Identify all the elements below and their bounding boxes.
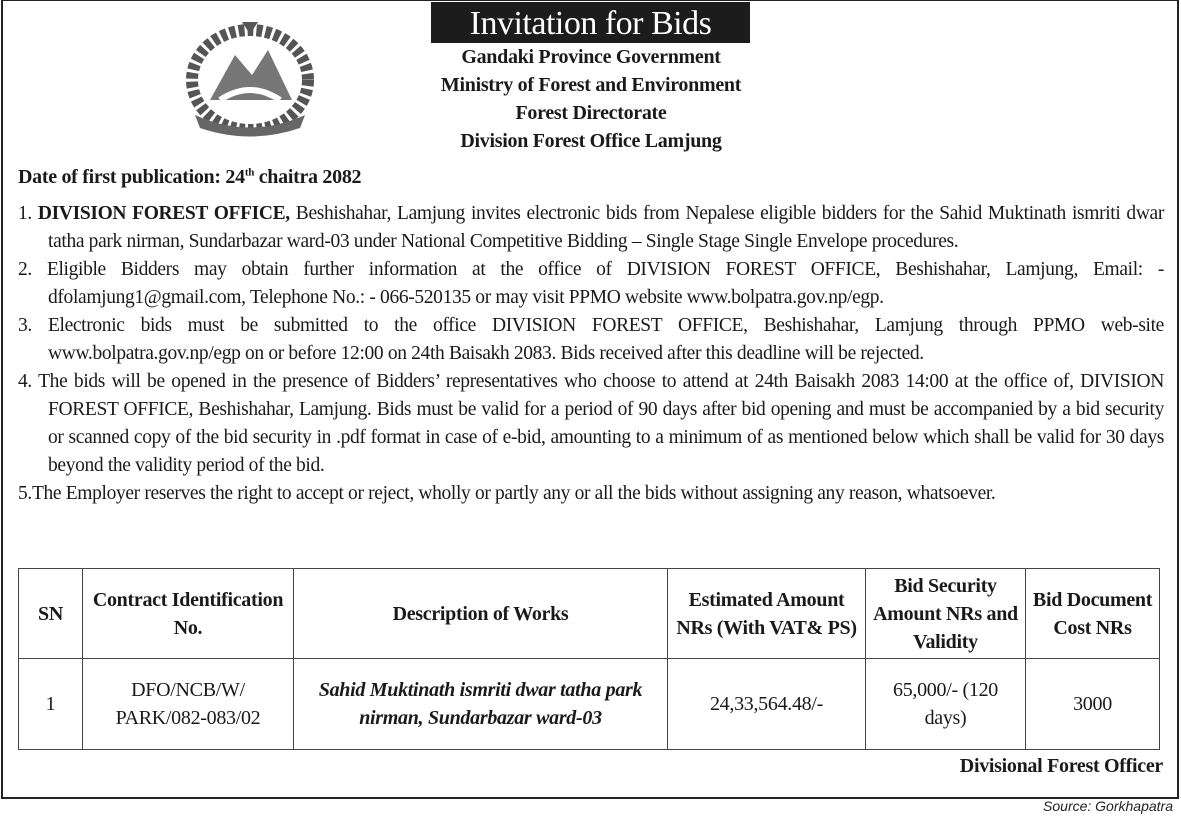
pubdate-rest: chaitra 2082 (254, 166, 362, 188)
col-estimated: Estimated Amount NRs (With VAT& PS) (668, 569, 866, 659)
notice-item (18, 480, 1164, 508)
item-number: 3. (18, 315, 48, 336)
notice-items (18, 200, 1164, 508)
table-header-row (19, 569, 1160, 659)
item-number: 4. (18, 371, 39, 392)
col-doc-cost: Bid Document Cost NRs (1026, 569, 1160, 659)
signer: Divisional Forest Officer (959, 755, 1163, 777)
col-description: Description of Works (294, 569, 668, 659)
org-ministry: Ministry of Forest and Environment (440, 74, 742, 96)
cell-description: Sahid Muktinath ismriti dwar tatha park nirman, Sundarbazar ward-03 (294, 659, 668, 750)
item-text: The bids will be opened in the presence of Bidders’ representatives who choose to attend at 24th Baisakh 2083 14:00 at the office of, DIVISION FOREST OFFICE, Beshishahar, Lamjung. Bids must be valid for a period of 90 days after bid opening and must be accompanied by a bid security or scanned copy of the bid security in .pdf format in case of e-bid, amounting to a minimum of as mentioned below which shall be valid for 30 days beyond the validity period of the bid. (38, 371, 1164, 476)
item-text: Electronic bids must be submitted to the office DIVISION FOREST OFFICE, Beshishahar, Lamjung through PPMO web-site www.bolpatra.gov.np/egp on or before 12:00 on 24th Baisakh 2083. Bids received after this deadline will be rejected. (47, 315, 1164, 364)
item-text: The Employer reserves the right to accept or reject, wholly or partly any or all the bids without assigning any reason, whatsoever. (31, 483, 996, 504)
cell-security: 65,000/- (120 days) (866, 659, 1026, 750)
cell-contract-id: DFO/NCB/W/ PARK/082-083/02 (83, 659, 294, 750)
col-contract-id: Contract Identification No. (83, 569, 294, 659)
item-text: Eligible Bidders may obtain further information at the office of DIVISION FOREST OFFICE, Beshishahar, Lamjung, Email: - dfolamjung1@gmail.com, Telephone No.: - 066-520135 or may visit PPMO website www.bolpatra.gov.np/egp. (46, 259, 1164, 308)
item-text: Beshishahar, Lamjung invites electronic bids from Nepalese eligible bidders for the Sahid Muktinath ismriti dwar tatha park nirman, Sundarbazar ward-03 under National Competitive Bidding – Single Stage Single Envelope procedures. (48, 203, 1164, 252)
org-office: Division Forest Office Lamjung (460, 130, 722, 152)
item-number: 1. (18, 203, 38, 224)
notice-item (18, 200, 1164, 256)
col-sn: SN (19, 569, 83, 659)
publication-date (18, 166, 361, 189)
notice-item (18, 368, 1164, 480)
item-number: 5. (18, 483, 32, 504)
notice-item (18, 256, 1164, 312)
item-number: 2. (18, 259, 47, 280)
item-bold: DIVISION FOREST OFFICE, (37, 203, 290, 224)
nepal-emblem-logo (180, 20, 320, 138)
source-credit: Source: Gorkhapatra (1043, 798, 1173, 814)
bids-table (18, 568, 1160, 750)
col-security: Bid Security Amount NRs and Validity (866, 569, 1026, 659)
cell-estimated: 24,33,564.48/- (668, 659, 866, 750)
org-directorate: Forest Directorate (515, 102, 667, 124)
cell-doc-cost: 3000 (1026, 659, 1160, 750)
pubdate-label: Date of first publication: 24 (18, 166, 245, 188)
table-row (19, 659, 1160, 750)
notice-item (18, 312, 1164, 368)
org-government: Gandaki Province Government (461, 46, 721, 68)
cell-sn: 1 (19, 659, 83, 750)
notice-title: Invitation for Bids (431, 2, 750, 43)
pubdate-sup: th (244, 166, 255, 179)
